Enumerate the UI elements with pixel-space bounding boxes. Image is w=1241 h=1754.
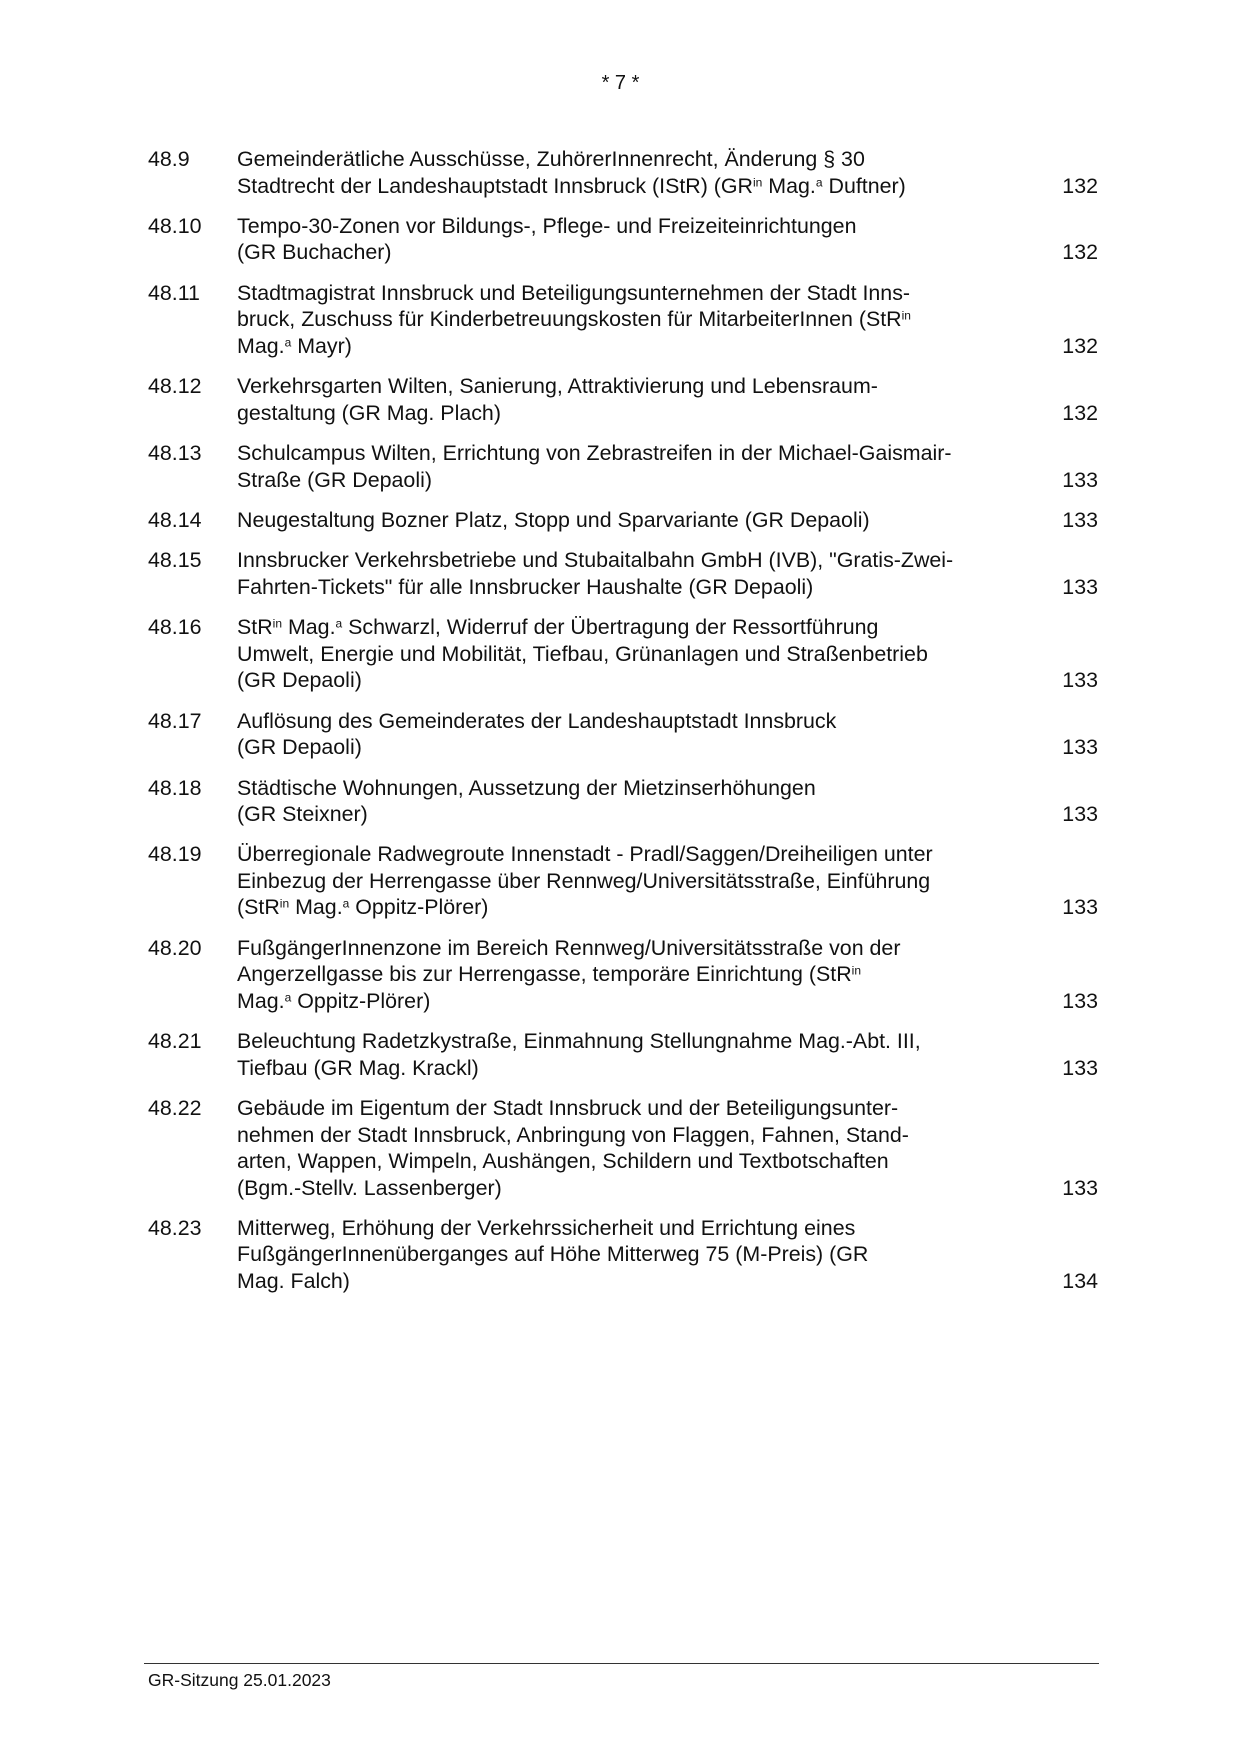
toc-entry-number: 48.13 [148,441,202,466]
toc-entry-title-line: (GR Steixner) [237,802,368,827]
toc-entry-number: 48.12 [148,374,202,399]
toc-entry-title [237,1028,1027,1081]
toc-entry-page: 133 [1062,988,1098,1013]
toc-entry-page: 133 [1062,507,1098,532]
toc-entry-title [237,708,1027,761]
toc-entry-number: 48.15 [148,548,202,573]
toc-entry-title [237,507,1027,534]
toc-entry-number: 48.10 [148,213,202,238]
toc-entry-title-line: (GR Depaoli) [237,668,362,693]
toc-entry [148,373,1098,426]
toc-entry-number: 48.19 [148,842,202,867]
toc-entry [148,146,1098,199]
toc-entry-title-line: Beleuchtung Radetzkystraße, Einmahnung Stellungnahme Mag.-Abt. III, [237,1029,921,1054]
footer-text: GR-Sitzung 25.01.2023 [148,1670,331,1690]
toc-entry-title-line: Gebäude im Eigentum der Stadt Innsbruck und der Beteiligungsunter- [237,1096,899,1121]
toc-entry-title-line: Mitterweg, Erhöhung der Verkehrssicherheit und Errichtung eines [237,1215,856,1240]
toc-entry-title-line: gestaltung (GR Mag. Plach) [237,400,501,425]
toc-entry-title [237,440,1027,493]
toc-entry-title-line: Mag. Falch) [237,1268,350,1293]
toc-entry-number: 48.20 [148,935,202,960]
toc-entry-page: 133 [1062,668,1098,693]
toc-entry-title [237,775,1027,828]
table-of-contents [148,146,1098,1308]
toc-entry [148,841,1098,921]
toc-entry-page: 132 [1062,400,1098,425]
toc-entry-number: 48.21 [148,1029,202,1054]
toc-entry-title [237,547,1027,600]
toc-entry-title-line: (GR Depaoli) [237,735,362,760]
toc-entry-title-line: (Bgm.-Stellv. Lassenberger) [237,1175,502,1200]
toc-entry-page: 133 [1062,895,1098,920]
toc-entry-title-line: Innsbrucker Verkehrsbetriebe und Stubaitalbahn GmbH (IVB), "Gratis-Zwei- [237,548,954,573]
toc-entry-page: 133 [1062,467,1098,492]
toc-entry [148,507,1098,534]
toc-entry-title [237,614,1027,694]
toc-entry-number: 48.17 [148,708,202,733]
toc-entry-title-line: (GR Buchacher) [237,240,392,265]
toc-entry [148,280,1098,360]
footer-divider [144,1663,1099,1664]
toc-entry-title-line: Mag.$^a$ Oppitz-Plörer) [237,988,431,1013]
toc-entry-number: 48.18 [148,775,202,800]
toc-entry-title-line: bruck, Zuschuss für Kinderbetreuungskosten für MitarbeiterInnen (StR$^{in}$ [237,307,911,332]
toc-entry-title [237,1215,1027,1295]
toc-entry-title-line: Schulcampus Wilten, Errichtung von Zebrastreifen in der Michael-Gaismair- [237,441,952,466]
toc-entry-title-line: Umwelt, Energie und Mobilität, Tiefbau, Grünanlagen und Straßenbetrieb [237,641,928,666]
toc-entry-title-line: Stadtrecht der Landeshauptstadt Innsbruck (IStR) ($GR^{in}$ Mag.$^a$ Duftner) [237,173,906,198]
toc-entry [148,775,1098,828]
toc-entry-number: 48.11 [148,280,200,305]
toc-entry-page: 133 [1062,1055,1098,1080]
toc-entry-title-line: Tiefbau (GR Mag. Krackl) [237,1055,479,1080]
toc-entry-title-line: FußgängerInnenzone im Bereich Rennweg/Universitätsstraße von der [237,935,901,960]
toc-entry-title-line: Städtische Wohnungen, Aussetzung der Mietzinserhöhungen [237,775,816,800]
toc-entry-title-line: Fahrten-Tickets" für alle Innsbrucker Haushalte (GR Depaoli) [237,574,814,599]
toc-entry-title-line: Überregionale Radwegroute Innenstadt - Pradl/Saggen/Dreiheiligen unter [237,842,933,867]
toc-entry [148,547,1098,600]
toc-entry-title-line: Auflösung des Gemeinderates der Landeshauptstadt Innsbruck [237,708,837,733]
toc-entry-title-line: (StR$^{in}$ Mag.$^a$ Oppitz-Plörer) [237,895,489,920]
toc-entry-title-line: Neugestaltung Bozner Platz, Stopp und Sparvariante (GR Depaoli) [237,507,870,532]
toc-entry-title [237,1095,1027,1201]
toc-entry-number: 48.14 [148,507,202,532]
toc-entry-number: 48.22 [148,1096,202,1121]
toc-entry-title-line: Angerzellgasse bis zur Herrengasse, temporäre Einrichtung (StR$^{in}$ [237,962,862,987]
toc-entry-number: 48.23 [148,1215,202,1240]
toc-entry-page: 133 [1062,802,1098,827]
toc-entry [148,614,1098,694]
toc-entry-page: 133 [1062,735,1098,760]
toc-entry-number: 48.9 [148,147,190,171]
toc-entry-title [237,280,1027,360]
toc-entry-page: 132 [1062,240,1098,265]
toc-entry-title-line: StR$^{in}$ Mag.$^a$ Schwarzl, Widerruf der Übertragung der Ressortführung [237,615,879,640]
toc-entry-title-line: Einbezug der Herrengasse über Rennweg/Universitätsstraße, Einführung [237,868,931,893]
toc-entry-title-line: Gemeinderätliche Ausschüsse, ZuhörerInnenrecht, Änderung § 30 [237,147,865,171]
toc-entry-title [237,841,1027,921]
toc-entry-page: 134 [1062,1268,1098,1293]
toc-entry-title-line: arten, Wappen, Wimpeln, Aushängen, Schildern und Textbotschaften [237,1149,889,1174]
toc-entry-title-line: nehmen der Stadt Innsbruck, Anbringung von Flaggen, Fahnen, Stand- [237,1122,909,1147]
toc-entry-title-line: Mag.$^a$ Mayr) [237,333,352,358]
toc-entry-page: 132 [1062,173,1098,198]
toc-entry [148,213,1098,266]
toc-entry [148,1028,1098,1081]
toc-entry-title-line: Straße (GR Depaoli) [237,467,432,492]
toc-entry-title [237,373,1027,426]
toc-entry [148,708,1098,761]
toc-entry-title-line: Stadtmagistrat Innsbruck und Beteiligungsunternehmen der Stadt Inns- [237,280,911,305]
toc-entry [148,1215,1098,1295]
toc-entry-title [237,146,1027,199]
toc-entry [148,935,1098,1015]
toc-entry-title-line: Tempo-30-Zonen vor Bildungs-, Pflege- und Freizeiteinrichtungen [237,213,857,238]
toc-entry [148,440,1098,493]
page-number: * 7 * [601,72,640,94]
toc-entry [148,1095,1098,1201]
toc-entry-page: 133 [1062,574,1098,599]
toc-entry-page: 133 [1062,1175,1098,1200]
toc-entry-title [237,935,1027,1015]
toc-entry-number: 48.16 [148,615,202,640]
toc-entry-title-line: Verkehrsgarten Wilten, Sanierung, Attraktivierung und Lebensraum- [237,374,878,399]
toc-entry-page: 132 [1062,333,1098,358]
toc-entry-title-line: FußgängerInnenüberganges auf Höhe Mitterweg 75 (M-Preis) (GR [237,1242,869,1267]
toc-entry-title [237,213,1027,266]
